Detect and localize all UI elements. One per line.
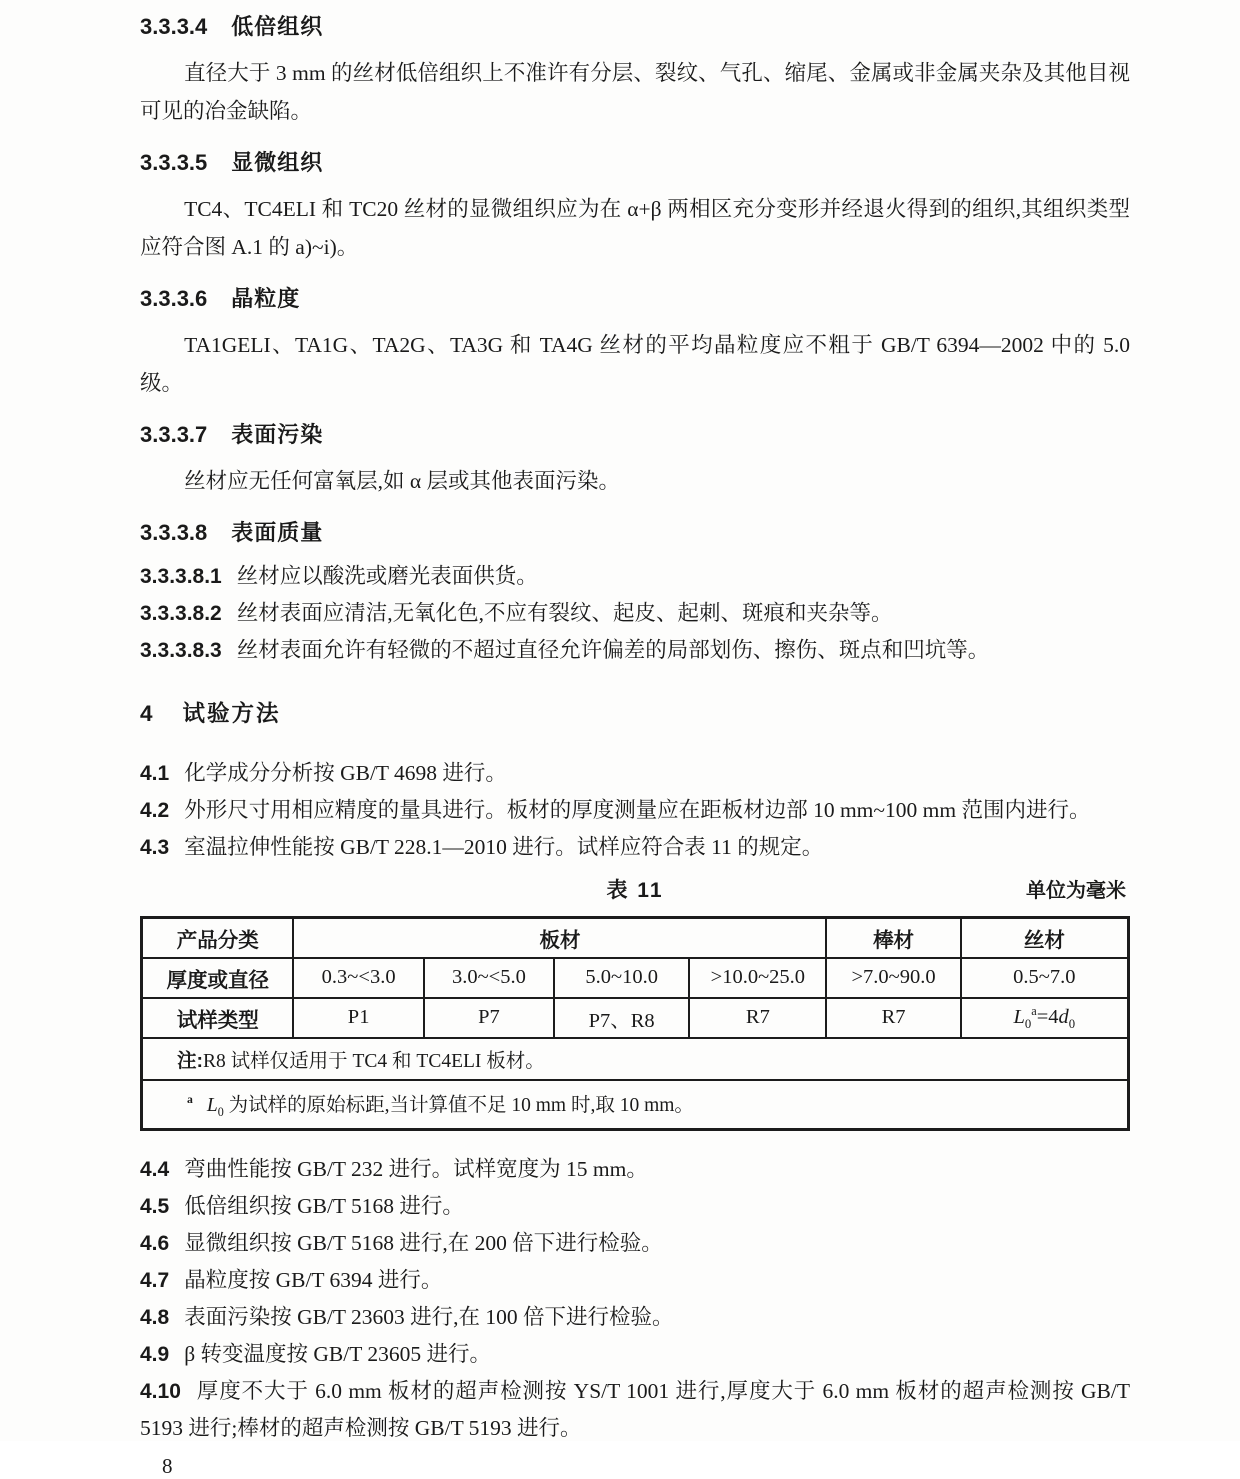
- specimen-value: R7: [689, 998, 826, 1038]
- section-heading-3-3-3-5: [140, 148, 1130, 178]
- section-title: 显微组织: [231, 150, 324, 175]
- clause-number: 4.7: [140, 1269, 170, 1292]
- clause-number: 4.9: [140, 1343, 170, 1366]
- section-heading-3-3-3-7: [140, 420, 1130, 450]
- clause-4-5: [140, 1188, 1130, 1225]
- clause-number: 3.3.3.8.1: [140, 565, 222, 588]
- formula-d: d: [1058, 1005, 1069, 1028]
- footnote-L: L: [206, 1094, 218, 1116]
- formula-L: L: [1013, 1005, 1025, 1028]
- header-plate: 板材: [293, 918, 826, 958]
- table-note-row: [142, 1038, 1129, 1080]
- table-unit-label: 单位为毫米: [1026, 880, 1126, 902]
- paragraph-grain-size: TA1GELI、TA1G、TA2G、TA3G 和 TA4G 丝材的平均晶粒度应不粗于 GB/T 6394—2002 中的 5.0 级。: [140, 333, 1130, 395]
- test-method-clauses-bottom: [140, 1151, 1130, 1446]
- size-value: 5.0~10.0: [554, 958, 689, 998]
- clause-4-4: [140, 1151, 1130, 1188]
- table-caption-row: [140, 876, 1130, 906]
- note-label: 注:: [177, 1049, 203, 1072]
- section-number: 3.3.3.4: [140, 14, 208, 39]
- formula-equals: =4: [1036, 1005, 1059, 1028]
- section-heading-3-3-3-8: [140, 518, 1130, 548]
- section-title: 低倍组织: [231, 14, 324, 39]
- chapter-title: 试验方法: [182, 701, 281, 726]
- clause-4-1: [140, 755, 1130, 792]
- section-title: 晶粒度: [231, 286, 301, 311]
- clause-4-6: [140, 1225, 1130, 1262]
- clause-text: 丝材表面应清洁,无氧化色,不应有裂纹、起皮、起刺、斑痕和夹杂等。: [236, 601, 893, 625]
- formula-footnote-marker: a: [1031, 1003, 1037, 1018]
- clause-text: 丝材表面允许有轻微的不超过直径允许偏差的局部划伤、擦伤、斑点和凹坑等。: [236, 638, 990, 662]
- clause-3-3-3-8-2: [140, 595, 1130, 632]
- section-title: 表面污染: [231, 422, 324, 447]
- size-value: >7.0~90.0: [826, 958, 960, 998]
- footnote-marker: a: [187, 1093, 193, 1107]
- clause-number: 3.3.3.8.2: [140, 602, 222, 625]
- clause-number: 4.5: [140, 1195, 170, 1218]
- clause-text: 晶粒度按 GB/T 6394 进行。: [184, 1268, 443, 1292]
- clause-text: 表面污染按 GB/T 23603 进行,在 100 倍下进行检验。: [184, 1305, 674, 1329]
- size-value: 0.3~<3.0: [293, 958, 423, 998]
- formula-L-sub: 0: [1024, 1016, 1032, 1031]
- clause-text: 厚度不大于 6.0 mm 板材的超声检测按 YS/T 1001 进行,厚度大于 6.0 mm 板材的超声检测按 GB/T 5193 进行;棒材的超声检测按 GB/T 5193 进行。: [140, 1379, 1130, 1440]
- clause-number: 4.8: [140, 1306, 170, 1329]
- clause-text: 外形尺寸用相应精度的量具进行。板材的厚度测量应在距板材边部 10 mm~100 mm 范围内进行。: [184, 798, 1091, 822]
- size-value: 0.5~7.0: [961, 958, 1129, 998]
- table-size-row: [142, 958, 1129, 998]
- clause-text: 显微组织按 GB/T 5168 进行,在 200 倍下进行检验。: [184, 1231, 663, 1255]
- size-value: 3.0~<5.0: [424, 958, 554, 998]
- section-number: 3.3.3.7: [140, 422, 208, 447]
- specimen-value: P7、R8: [554, 998, 689, 1038]
- clause-4-8: [140, 1299, 1130, 1336]
- clause-text: β 转变温度按 GB/T 23605 进行。: [184, 1342, 491, 1366]
- clause-number: 3.3.3.8.3: [140, 639, 222, 662]
- clause-number: 4.6: [140, 1232, 170, 1255]
- specimen-value: P7: [424, 998, 554, 1038]
- table-header-row: [142, 918, 1129, 958]
- header-wire: 丝材: [961, 918, 1129, 958]
- section-number: 3.3.3.6: [140, 286, 208, 311]
- chapter-heading-4: [140, 699, 1130, 729]
- clause-number: 4.3: [140, 836, 170, 859]
- clause-4-3: [140, 829, 1130, 866]
- specimen-row-label: 试样类型: [142, 998, 294, 1038]
- clause-number: 4.4: [140, 1158, 170, 1181]
- formula-d-sub: 0: [1068, 1016, 1076, 1031]
- table-specimen-row: [142, 998, 1129, 1038]
- table-footnote-row: [142, 1080, 1129, 1130]
- section-title: 表面质量: [231, 520, 324, 545]
- table-11: [140, 916, 1130, 1131]
- paragraph-microstructure: TC4、TC4ELI 和 TC20 丝材的显微组织应为在 α+β 两相区充分变形并经退火得到的组织,其组织类型应符合图 A.1 的 a)~i)。: [140, 197, 1130, 259]
- chapter-number: 4: [140, 701, 153, 726]
- clause-text: 化学成分分析按 GB/T 4698 进行。: [184, 761, 507, 785]
- clause-text: 丝材应以酸洗或磨光表面供货。: [236, 564, 538, 588]
- note-text: R8 试样仅适用于 TC4 和 TC4ELI 板材。: [203, 1050, 545, 1072]
- footnote-text: 为试样的原始标距,当计算值不足 10 mm 时,取 10 mm。: [228, 1094, 694, 1116]
- specimen-wire-formula: [961, 998, 1129, 1038]
- clause-text: 室温拉伸性能按 GB/T 228.1—2010 进行。试样应符合表 11 的规定。: [184, 835, 824, 859]
- footnote-L-sub: 0: [217, 1104, 224, 1119]
- header-product-class: 产品分类: [142, 918, 294, 958]
- section-number: 3.3.3.5: [140, 150, 208, 175]
- table-footnote: [142, 1080, 1129, 1130]
- size-row-label: 厚度或直径: [142, 958, 294, 998]
- section-number: 3.3.3.8: [140, 520, 208, 545]
- clause-number: 4.1: [140, 762, 170, 785]
- header-bar: 棒材: [826, 918, 960, 958]
- section-heading-3-3-3-6: [140, 284, 1130, 314]
- clause-3-3-3-8-3: [140, 632, 1130, 669]
- section-heading-3-3-3-4: [140, 12, 1130, 42]
- page-number: 8: [162, 1454, 173, 1478]
- table-note: [142, 1038, 1129, 1080]
- clause-3-3-3-8-1: [140, 558, 1130, 595]
- clause-text: 弯曲性能按 GB/T 232 进行。试样宽度为 15 mm。: [184, 1157, 648, 1181]
- specimen-value: P1: [293, 998, 423, 1038]
- clause-4-9: [140, 1336, 1130, 1373]
- surface-quality-clauses: [140, 558, 1130, 669]
- clause-number: 4.10: [140, 1380, 181, 1403]
- clause-number: 4.2: [140, 799, 170, 822]
- table-caption: 表 11: [606, 879, 664, 902]
- clause-4-7: [140, 1262, 1130, 1299]
- clause-4-10: [140, 1373, 1130, 1446]
- size-value: >10.0~25.0: [689, 958, 826, 998]
- paragraph-macrostructure: 直径大于 3 mm 的丝材低倍组织上不准许有分层、裂纹、气孔、缩尾、金属或非金属夹杂及其他目视可见的冶金缺陷。: [140, 61, 1130, 123]
- clause-text: 低倍组织按 GB/T 5168 进行。: [184, 1194, 464, 1218]
- test-method-clauses-top: [140, 755, 1130, 866]
- clause-4-2: [140, 792, 1130, 829]
- specimen-value: R7: [826, 998, 960, 1038]
- paragraph-surface-contamination: 丝材应无任何富氧层,如 α 层或其他表面污染。: [184, 469, 620, 493]
